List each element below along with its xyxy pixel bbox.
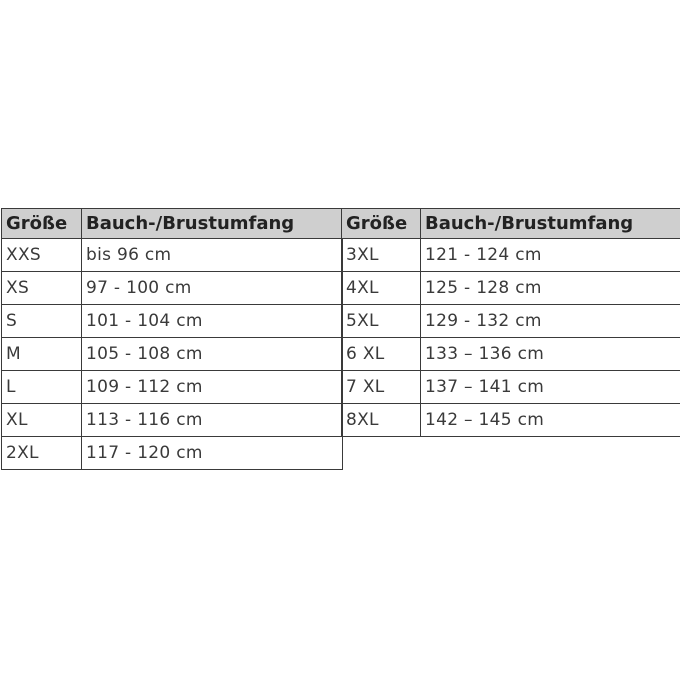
measurement-cell: bis 96 cm [82,239,343,272]
table-row [2,338,343,371]
table-header-row [2,209,343,239]
measurement-cell: 125 - 128 cm [421,272,680,305]
table-row [342,404,680,437]
measurement-cell: 142 – 145 cm [421,404,680,437]
table-header-row [342,209,680,239]
size-cell: M [2,338,82,371]
measurement-cell: 101 - 104 cm [82,305,343,338]
table-row [2,371,343,404]
table-row [2,305,343,338]
column-header-size: Größe [2,209,82,239]
table-row [342,305,680,338]
table-row [342,239,680,272]
size-cell: 5XL [342,305,421,338]
column-header-measurement: Bauch-/Brustumfang [421,209,680,239]
size-cell: 7 XL [342,371,421,404]
table-row [2,272,343,305]
size-cell: 2XL [2,437,82,470]
measurement-cell: 129 - 132 cm [421,305,680,338]
measurement-cell: 97 - 100 cm [82,272,343,305]
measurement-cell: 133 – 136 cm [421,338,680,371]
measurement-cell: 121 - 124 cm [421,239,680,272]
size-table-right [341,208,680,437]
size-cell: S [2,305,82,338]
size-table-left [1,208,343,470]
size-cell: 6 XL [342,338,421,371]
column-header-measurement: Bauch-/Brustumfang [82,209,343,239]
table-row [342,272,680,305]
column-header-size: Größe [342,209,421,239]
size-cell: XS [2,272,82,305]
table-row [2,404,343,437]
size-cell: XXS [2,239,82,272]
size-cell: 3XL [342,239,421,272]
size-cell: 8XL [342,404,421,437]
measurement-cell: 109 - 112 cm [82,371,343,404]
size-cell: L [2,371,82,404]
measurement-cell: 137 – 141 cm [421,371,680,404]
measurement-cell: 117 - 120 cm [82,437,343,470]
table-row [2,437,343,470]
size-cell: 4XL [342,272,421,305]
table-row [2,239,343,272]
table-row [342,371,680,404]
size-cell: XL [2,404,82,437]
table-row [342,338,680,371]
measurement-cell: 113 - 116 cm [82,404,343,437]
measurement-cell: 105 - 108 cm [82,338,343,371]
